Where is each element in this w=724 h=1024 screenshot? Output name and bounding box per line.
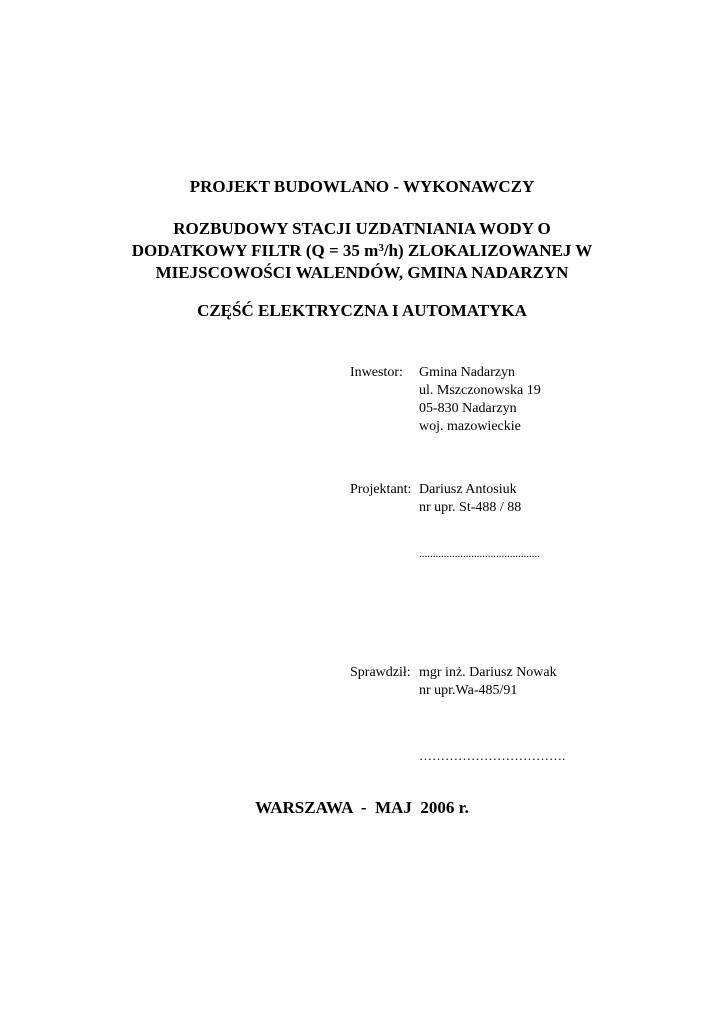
investor-label: Inwestor: bbox=[350, 365, 403, 380]
designer-line: nr upr. St-488 / 88 bbox=[419, 500, 522, 515]
designer-details bbox=[419, 481, 521, 517]
investor-line: ul. Mszczonowska 19 bbox=[419, 383, 541, 398]
document-title bbox=[0, 176, 724, 198]
designer-line: Dariusz Antosiuk bbox=[419, 482, 517, 497]
designer-signature-line: ............................................ bbox=[419, 548, 540, 560]
document-footer bbox=[0, 797, 724, 819]
subtitle-line-3: MIEJSCOWOŚCI WALENDÓW, GMINA NADARZYN bbox=[155, 263, 569, 282]
checker-line: mgr inż. Dariusz Nowak bbox=[419, 665, 557, 680]
investor-line: 05-830 Nadarzyn bbox=[419, 401, 517, 416]
investor-line: Gmina Nadarzyn bbox=[419, 365, 516, 380]
subtitle-line-2-end: /h) ZLOKALIZOWANEJ W bbox=[383, 241, 593, 260]
document-part-text: CZĘŚĆ ELEKTRYCZNA I AUTOMATYKA bbox=[197, 301, 527, 320]
investor-line: woj. mazowieckie bbox=[419, 419, 521, 434]
document-title-text: PROJEKT BUDOWLANO - WYKONAWCZY bbox=[189, 177, 535, 196]
document-part bbox=[0, 300, 724, 322]
subtitle-line-1: ROZBUDOWY STACJI UZDATNIANIA WODY O bbox=[173, 219, 551, 238]
checker-line: nr upr.Wa-485/91 bbox=[419, 683, 518, 698]
subtitle-superscript: 3 bbox=[378, 242, 384, 254]
checker-label: Sprawdził: bbox=[350, 665, 411, 680]
designer-label: Projektant: bbox=[350, 482, 412, 497]
checker-signature-line: ……………………………. bbox=[419, 748, 566, 763]
checker-details bbox=[419, 664, 557, 700]
subtitle-line-2 bbox=[0, 240, 724, 262]
footer-text: WARSZAWA - MAJ 2006 r. bbox=[255, 798, 469, 817]
investor-details bbox=[419, 364, 541, 436]
subtitle-line-2-start: DODATKOWY FILTR (Q = 35 m bbox=[131, 241, 379, 260]
document-subtitle bbox=[0, 218, 724, 284]
